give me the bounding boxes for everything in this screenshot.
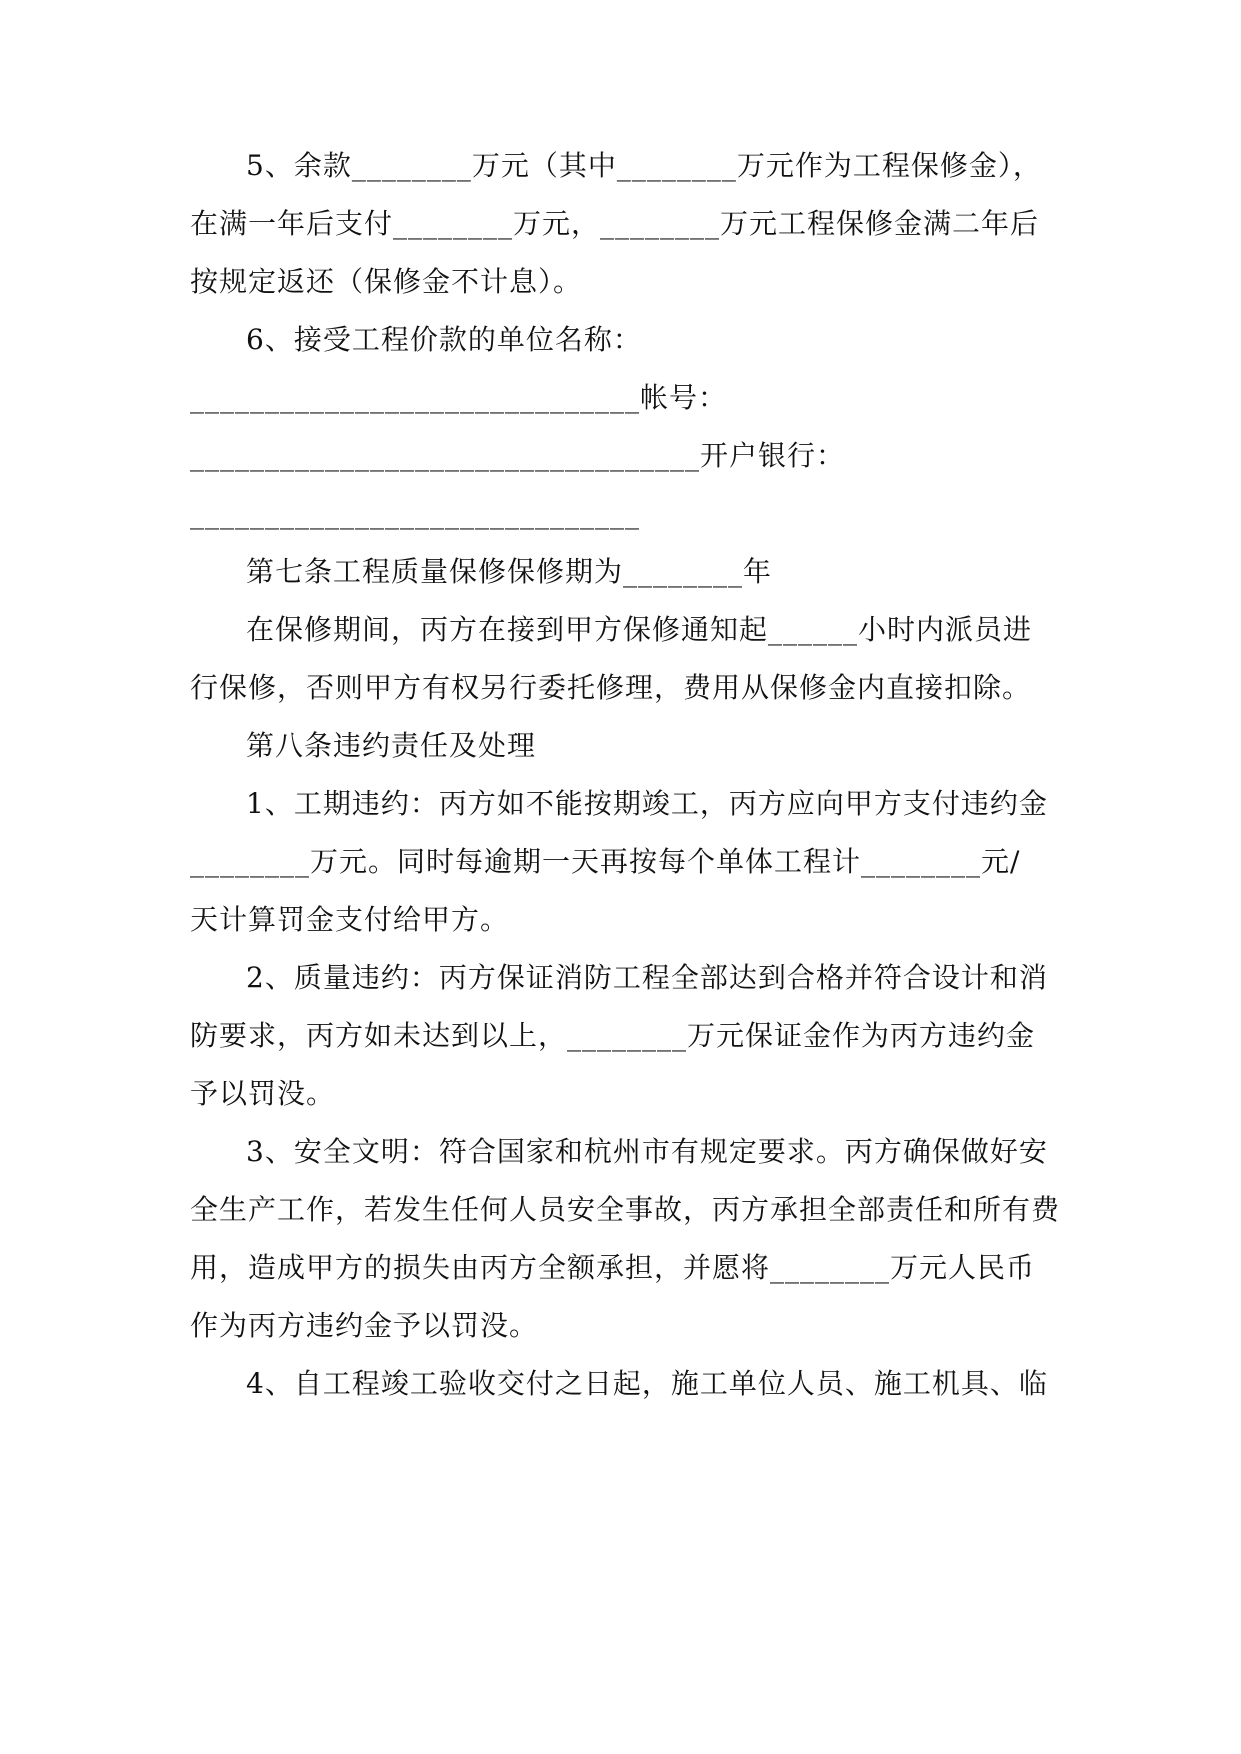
text-line: 3、安全文明：符合国家和杭州市有规定要求。丙方确保做好安 bbox=[246, 1135, 1048, 1168]
text-line: ______________________________ bbox=[190, 497, 640, 530]
text-line: 予以罚没。 bbox=[190, 1077, 336, 1110]
text-line: 2、质量违约：丙方保证消防工程全部达到合格并符合设计和消 bbox=[246, 961, 1048, 994]
text-line: 按规定返还（保修金不计息）。 bbox=[190, 265, 583, 298]
text-line: __________________________________开户银行： bbox=[190, 439, 846, 472]
text-line: 作为丙方违约金予以罚没。 bbox=[190, 1309, 539, 1342]
text-line: 在满一年后支付________万元，________万元工程保修金满二年后 bbox=[190, 207, 1040, 240]
text-line: 用，造成甲方的损失由丙方全额承担，并愿将________万元人民币 bbox=[190, 1251, 1036, 1284]
text-line: 5、余款________万元（其中________万元作为工程保修金）， bbox=[246, 149, 1042, 182]
text-line: 行保修，否则甲方有权另行委托修理，费用从保修金内直接扣除。 bbox=[190, 671, 1032, 704]
text-line: 4、自工程竣工验收交付之日起，施工单位人员、施工机具、临 bbox=[246, 1367, 1048, 1400]
section-heading: 第七条工程质量保修保修期为________年 bbox=[246, 555, 773, 588]
text-line: 防要求，丙方如未达到以上，________万元保证金作为丙方违约金 bbox=[190, 1019, 1036, 1052]
text-line: 天计算罚金支付给甲方。 bbox=[190, 903, 510, 936]
text-line: 6、接受工程价款的单位名称： bbox=[246, 323, 642, 356]
text-line: 1、工期违约：丙方如不能按期竣工，丙方应向甲方支付违约金 bbox=[246, 787, 1048, 820]
text-line: 在保修期间，丙方在接到甲方保修通知起______小时内派员进 bbox=[246, 613, 1033, 646]
text-line: ______________________________帐号： bbox=[190, 381, 728, 414]
section-heading: 第八条违约责任及处理 bbox=[246, 729, 537, 762]
text-line: ________万元。同时每逾期一天再按每个单体工程计________元/ bbox=[190, 845, 1021, 878]
text-line: 全生产工作，若发生任何人员安全事故，丙方承担全部责任和所有费 bbox=[190, 1193, 1061, 1226]
